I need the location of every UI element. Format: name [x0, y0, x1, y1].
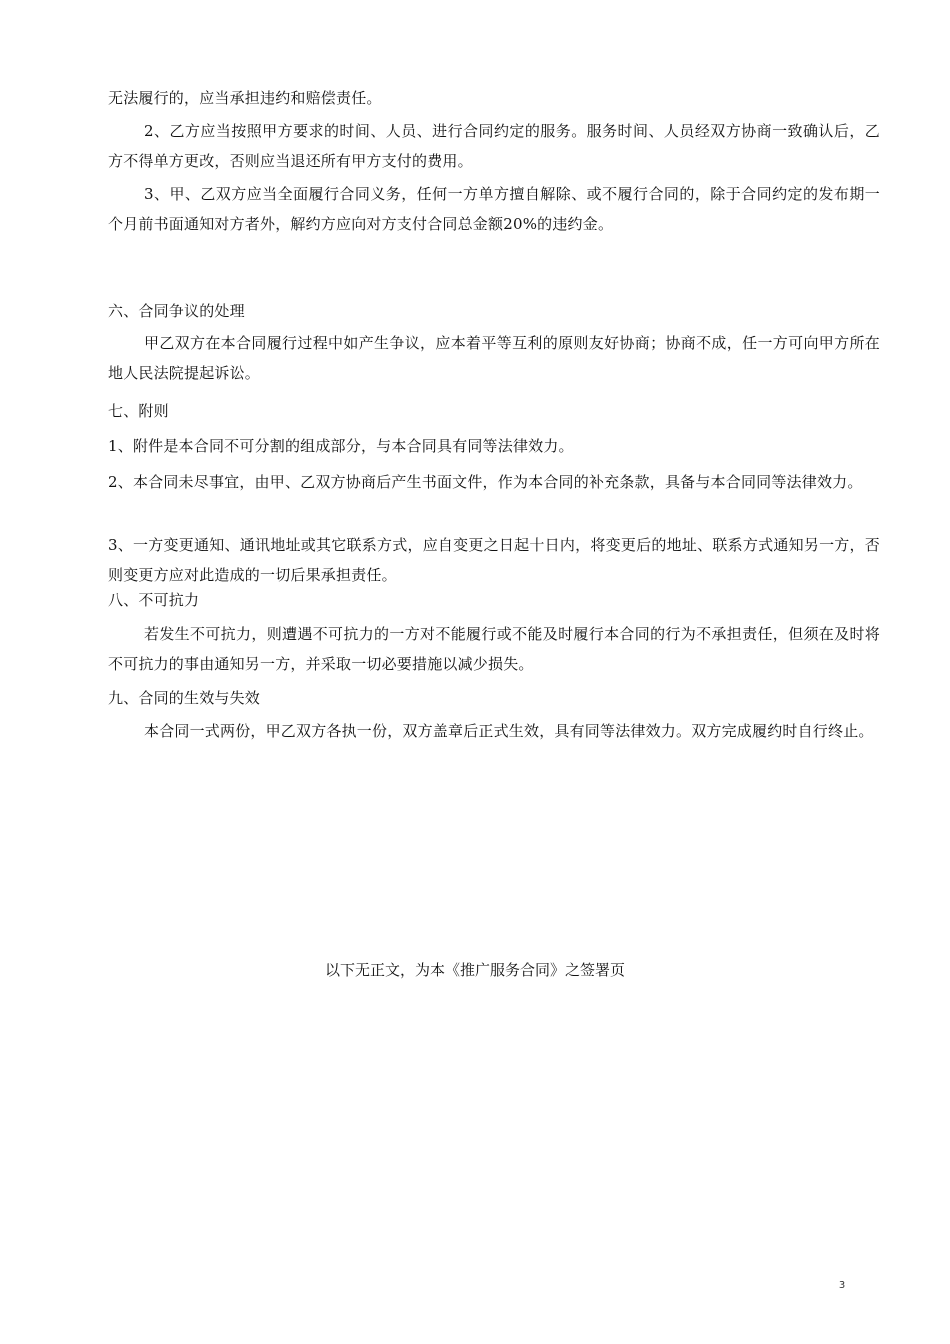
- paragraph-dispute-resolution: 甲乙双方在本合同履行过程中如产生争议，应本着平等互利的原则友好协商；协商不成，任一方可向甲方所在地人民法院提起诉讼。: [108, 334, 880, 382]
- signature-page-note: 以下无正文，为本《推广服务合同》之签署页: [324, 961, 625, 979]
- heading-supplementary-provisions: 七、附则: [108, 402, 169, 420]
- heading-effectiveness: 九、合同的生效与失效: [108, 689, 261, 707]
- heading-force-majeure: 八、不可抗力: [108, 591, 200, 609]
- paragraph-force-majeure: 若发生不可抗力，则遭遇不可抗力的一方对不能履行或不能及时履行本合同的行为不承担责任，但须在及时将不可抗力的事由通知另一方，并采取一切必要措施以减少损失。: [108, 625, 880, 673]
- heading-dispute-resolution: 六、合同争议的处理: [108, 302, 245, 320]
- paragraph-attachments: 1、附件是本合同不可分割的组成部分，与本合同具有同等法律效力。: [108, 437, 574, 455]
- paragraph-service-schedule: 2、乙方应当按照甲方要求的时间、人员、进行合同约定的服务。服务时间、人员经双方协商一致确认后，乙方不得单方更改，否则应当退还所有甲方支付的费用。: [108, 122, 880, 170]
- paragraph-effectiveness: 本合同一式两份，甲乙双方各执一份，双方盖章后正式生效，具有同等法律效力。双方完成履约时自行终止。: [144, 722, 874, 740]
- paragraph-termination-penalty: 3、甲、乙双方应当全面履行合同义务，任何一方单方擅自解除、或不履行合同的，除于合同约定的发布期一个月前书面通知对方者外，解约方应向对方支付合同总金额20%的违约金。: [108, 185, 880, 233]
- page-number: 3: [838, 1280, 846, 1291]
- paragraph-breach-liability-end: 无法履行的，应当承担违约和赔偿责任。: [108, 89, 382, 107]
- paragraph-contact-change: 3、一方变更通知、通讯地址或其它联系方式，应自变更之日起十日内，将变更后的地址、联系方式通知另一方，否则变更方应对此造成的一切后果承担责任。: [108, 536, 880, 584]
- paragraph-supplementary-terms: 2、本合同未尽事宜，由甲、乙双方协商后产生书面文件，作为本合同的补充条款，具备与本合同同等法律效力。: [108, 473, 863, 491]
